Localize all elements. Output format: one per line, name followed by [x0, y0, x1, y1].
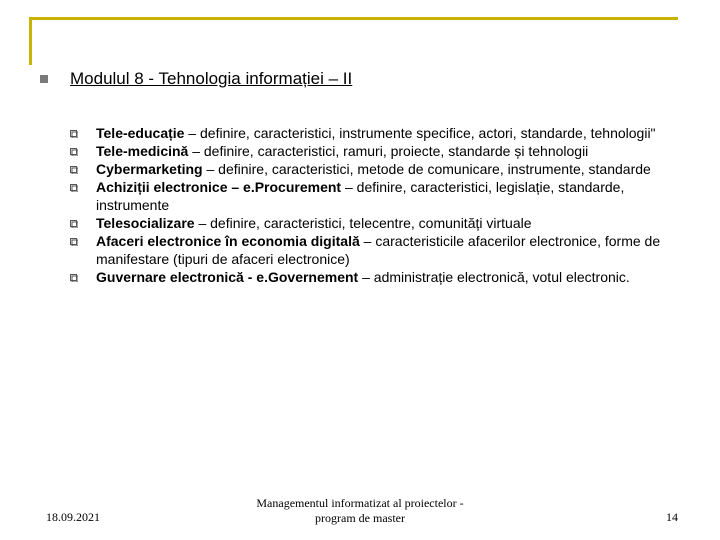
checkbox-bullet-icon — [70, 184, 78, 192]
title-row — [40, 69, 700, 89]
item-heading: Tele-educație — [96, 125, 185, 141]
checkbox-bullet-icon — [70, 220, 78, 228]
topic-list — [70, 124, 690, 286]
list-item — [70, 178, 690, 214]
item-description: – administrație electronică, votul electronic. — [358, 269, 630, 285]
frame-top-line — [29, 17, 678, 20]
list-item — [70, 142, 690, 160]
item-description: – definire, caracteristici, instrumente specifice, actori, standarde, tehnologii" — [184, 125, 656, 141]
item-description: – caracteristicile afacerilor electronice, forme de manifestare (tipuri de afaceri electronice) — [96, 233, 661, 267]
list-item-text — [96, 232, 690, 268]
item-heading: Tele-medicină — [96, 143, 189, 159]
footer-course-line-2: program de master — [315, 511, 405, 525]
list-item-text — [96, 142, 588, 160]
item-description: – definire, caracteristici, ramuri, proiecte, standarde și tehnologii — [188, 143, 589, 159]
frame-left-line — [29, 17, 32, 65]
list-item-text — [96, 178, 690, 214]
checkbox-bullet-icon — [70, 166, 78, 174]
slide-title: Modulul 8 - Tehnologia informației – II — [70, 69, 353, 88]
item-description: – definire, caracteristici, telecentre, comunități virtuale — [194, 215, 532, 231]
list-item-text — [96, 160, 651, 178]
item-heading: Telesocializare — [96, 215, 195, 231]
item-heading: Achiziții electronice – e.Procurement — [96, 179, 342, 195]
page-number: 14 — [666, 510, 678, 524]
item-heading: Cybermarketing — [96, 161, 203, 177]
list-item — [70, 268, 690, 286]
list-item-text — [96, 124, 656, 142]
list-item-text — [96, 214, 532, 232]
square-bullet-icon — [40, 75, 48, 83]
checkbox-bullet-icon — [70, 274, 78, 282]
footer-date: 18.09.2021 — [46, 510, 100, 524]
item-heading: Afaceri electronice în economia digitală — [96, 233, 360, 249]
list-item — [70, 160, 690, 178]
item-description: – definire, caracteristici, metode de comunicare, instrumente, standarde — [202, 161, 651, 177]
list-item-text — [96, 268, 630, 286]
item-description: – definire, caracteristici, legislație, standarde, instrumente — [96, 179, 625, 213]
checkbox-bullet-icon — [70, 148, 78, 156]
checkbox-bullet-icon — [70, 130, 78, 138]
item-heading: Guvernare electronică - e.Governement — [96, 269, 359, 285]
checkbox-bullet-icon — [70, 238, 78, 246]
list-item — [70, 214, 690, 232]
footer-course-line-1: Managementul informatizat al proiectelor - — [256, 496, 464, 510]
list-item — [70, 232, 690, 268]
list-item — [70, 124, 690, 142]
footer-course-title — [250, 496, 470, 526]
